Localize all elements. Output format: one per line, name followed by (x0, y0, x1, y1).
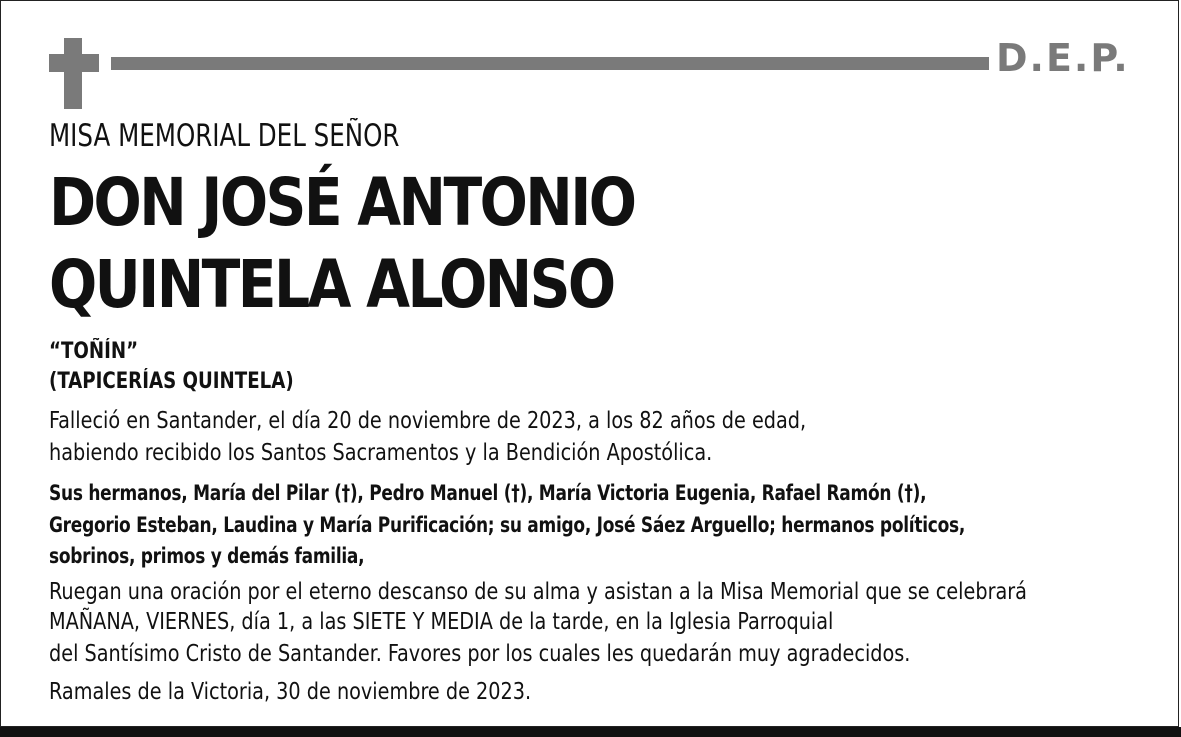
cross-icon (64, 38, 82, 109)
request-line3: del Santísimo Cristo de Santander. Favores por los cuales les quedarán muy agradecidos. (49, 641, 911, 667)
notice-subtitle: MISA MEMORIAL DEL SEÑOR (49, 118, 400, 154)
header-rule (111, 57, 989, 70)
business-name: (TAPICERÍAS QUINTELA) (49, 369, 294, 394)
request-line1: Ruegan una oración por el eterno descanso de su alma y asistan a la Misa Memorial que se celebrará (49, 579, 1027, 605)
place-and-date: Ramales de la Victoria, 30 de noviembre de 2023. (49, 679, 532, 705)
family-line1: Sus hermanos, María del Pilar (†), Pedro Manuel (†), María Victoria Eugenia, Rafael Ramón (†), (49, 481, 927, 505)
nickname: “TOÑÍN” (49, 339, 139, 364)
family-line2: Gregorio Esteban, Laudina y María Purificación; su amigo, José Sáez Arguello; hermanos políticos, (49, 513, 966, 537)
cross-icon-bar (49, 54, 99, 72)
death-info-line1: Falleció en Santander, el día 20 de noviembre de 2023, a los 82 años de edad, (49, 408, 807, 434)
deceased-name-line2: QUINTELA ALONSO (49, 246, 614, 323)
bottom-border (0, 727, 1181, 737)
family-line3: sobrinos, primos y demás familia, (49, 544, 365, 568)
dep-label: D.E.P. (996, 36, 1130, 80)
death-info-line2: habiendo recibido los Santos Sacramentos y la Bendición Apostólica. (49, 440, 713, 466)
deceased-name-line1: DON JOSÉ ANTONIO (49, 164, 635, 241)
request-line2: MAÑANA, VIERNES, día 1, a las SIETE Y MEDIA de la tarde, en la Iglesia Parroquial (49, 609, 834, 635)
